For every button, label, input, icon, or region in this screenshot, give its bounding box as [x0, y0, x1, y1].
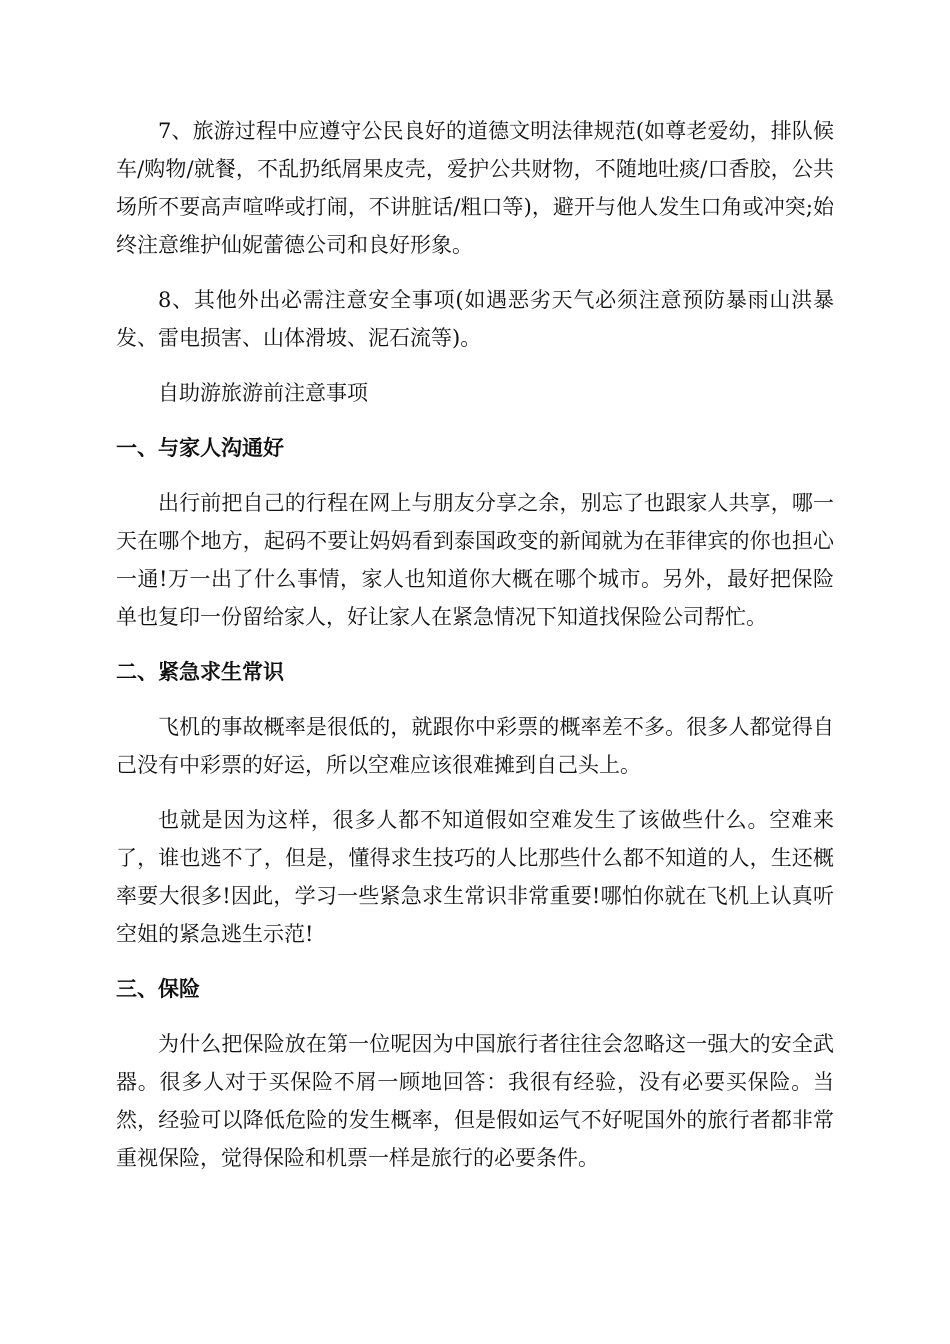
document-page	[116, 112, 834, 1194]
paragraph-insurance: 为什么把保险放在第一位呢因为中国旅行者往往会忽略这一强大的安全武器。很多人对于买保险不屑一顾地回答：我很有经验，没有必要买保险。当然，经验可以降低危险的发生概率，但是假如运气不好呢国外的旅行者都非常重视保险，觉得保险和机票一样是旅行的必要条件。	[116, 1032, 834, 1170]
paragraph-item-8: 8、其他外出必需注意安全事项(如遇恶劣天气必须注意预防暴雨山洪暴发、雷电损害、山体滑坡、泥石流等)。	[116, 288, 834, 350]
paragraph-emergency-survival-1: 飞机的事故概率是很低的，就跟你中彩票的概率差不多。很多人都觉得自己没有中彩票的好运，所以空难应该很难摊到自己头上。	[116, 715, 834, 777]
heading-emergency-survival: 二、紧急求生常识	[116, 660, 284, 684]
paragraph-family-communication: 出行前把自己的行程在网上与朋友分享之余，别忘了也跟家人共享，哪一天在哪个地方，起码不要让妈妈看到泰国政变的新闻就为在菲律宾的你也担心一通!万一出了什么事情，家人也知道你大概在哪个城市。另外，最好把保险单也复印一份留给家人，好让家人在紧急情况下知道找保险公司帮忙。	[116, 491, 834, 629]
section-title: 自助游旅游前注意事项	[158, 381, 368, 405]
heading-insurance: 三、保险	[116, 977, 200, 1001]
heading-family-communication: 一、与家人沟通好	[116, 436, 284, 460]
paragraph-emergency-survival-2: 也就是因为这样，很多人都不知道假如空难发生了该做些什么。空难来了，谁也逃不了，但是，懂得求生技巧的人比那些什么都不知道的人，生还概率要大很多!因此，学习一些紧急求生常识非常重要!哪怕你就在飞机上认真听空姐的紧急逃生示范!	[116, 808, 834, 946]
paragraph-item-7: 7、旅游过程中应遵守公民良好的道德文明法律规范(如尊老爱幼，排队候车/购物/就餐，不乱扔纸屑果皮壳，爱护公共财物，不随地吐痰/口香胶，公共场所不要高声喧哗或打闹，不讲脏话/粗口等)，避开与他人发生口角或冲突;始终注意维护仙妮蕾德公司和良好形象。	[116, 119, 834, 257]
